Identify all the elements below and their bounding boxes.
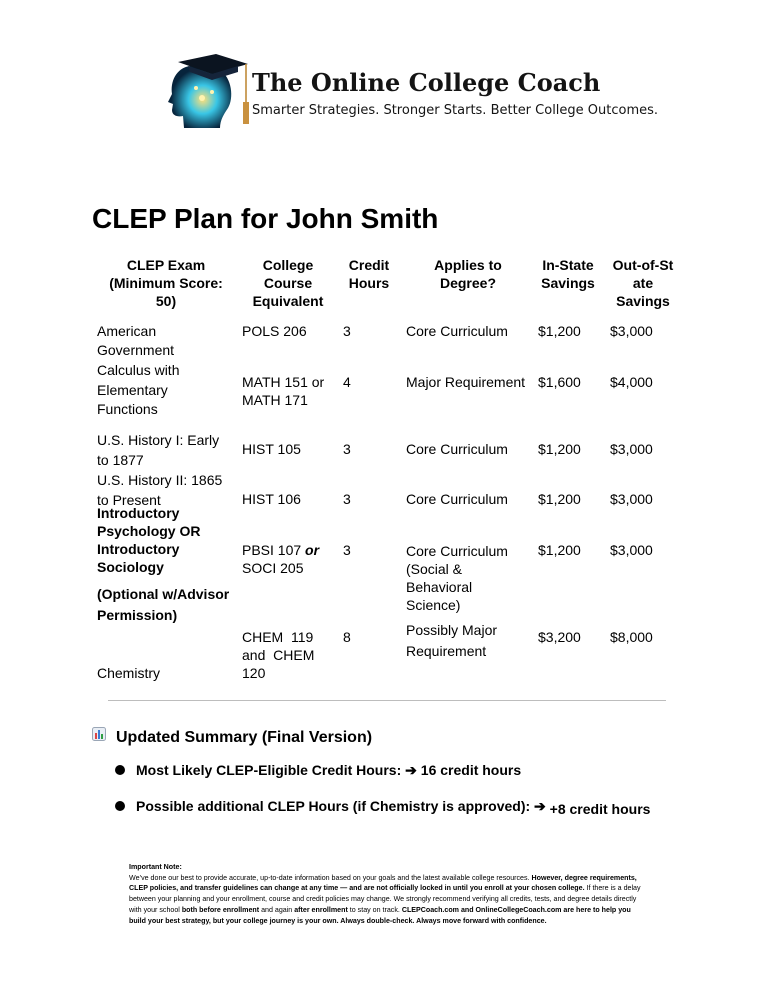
in-state-savings: $1,200 bbox=[538, 491, 581, 507]
in-state-savings: $1,600 bbox=[538, 374, 581, 390]
course-equivalent: CHEM 119 and CHEM 120 bbox=[242, 629, 315, 681]
exam-name: Calculus with Elementary Functions bbox=[97, 362, 180, 417]
credit-hours: 3 bbox=[343, 491, 351, 507]
bullet-icon bbox=[115, 801, 125, 811]
summary-item: Possible additional CLEP Hours (if Chemistry is approved): ➔ +8 credit hours bbox=[136, 798, 651, 817]
out-of-state-savings: $8,000 bbox=[610, 629, 653, 645]
applies-to-degree: Core Curriculum bbox=[406, 491, 508, 507]
bullet-icon bbox=[115, 765, 125, 775]
section-divider bbox=[108, 700, 666, 701]
header-applies-to-degree: Applies to Degree? bbox=[434, 257, 502, 291]
exam-optional-note: (Optional w/Advisor Permission) bbox=[97, 586, 230, 623]
exam-name: Chemistry bbox=[97, 665, 161, 681]
in-state-savings: $1,200 bbox=[538, 542, 581, 558]
header-clep-exam: CLEP Exam (Minimum Score: 50) bbox=[109, 257, 223, 309]
applies-to-degree: Core Curriculum (Social & Behavioral Science) bbox=[406, 543, 508, 613]
header-college-course: College Course Equivalent bbox=[252, 257, 324, 309]
in-state-savings: $3,200 bbox=[538, 629, 581, 645]
header-out-of-state-savings: Out-of-St ate Savings bbox=[612, 257, 674, 309]
exam-name: U.S. History I: Early to 1877 bbox=[97, 432, 220, 468]
brand-title: The Online College Coach bbox=[252, 68, 601, 97]
header-in-state-savings: In-State Savings bbox=[541, 257, 595, 291]
course-equivalent: MATH 151 or MATH 171 bbox=[242, 374, 325, 408]
applies-to-degree: Major Requirement bbox=[406, 374, 526, 390]
course-equivalent: POLS 206 bbox=[242, 323, 307, 339]
exam-name: American Government bbox=[97, 323, 175, 358]
applies-to-degree: Core Curriculum bbox=[406, 441, 508, 457]
out-of-state-savings: $4,000 bbox=[610, 374, 653, 390]
brand-tagline: Smarter Strategies. Stronger Starts. Better College Outcomes. bbox=[252, 103, 659, 118]
bar-chart-icon bbox=[92, 727, 106, 741]
credit-hours: 4 bbox=[343, 374, 351, 390]
important-note-body: We’ve done our best to provide accurate, up-to-date information based on your goals and the latest available college resources. However, degree requirements, CLEP policies, and transfer guidelines can change at any time — and are not officially locked in until you enroll at your chosen college. If there is a delay between your planning and your enrollment, course and credit policies may change. We strongly recommend verifying all credits, tests, and degree details directly with your school both before enrollment and again after enrollment to stay on track. CLEPCoach.com and OnlineCollegeCoach.com are here to help you build your best strategy, but your college journey is your own. Always double-check. Always move forward with confidence. bbox=[129, 873, 641, 925]
credit-hours: 3 bbox=[343, 323, 351, 339]
course-equivalent: PBSI 107 or SOCI 205 bbox=[242, 542, 320, 576]
exam-name: U.S. History II: 1865 to Present bbox=[97, 472, 223, 508]
page-title: CLEP Plan for John Smith bbox=[92, 203, 439, 234]
course-equivalent: HIST 105 bbox=[242, 441, 301, 457]
out-of-state-savings: $3,000 bbox=[610, 323, 653, 339]
in-state-savings: $1,200 bbox=[538, 323, 581, 339]
credit-hours: 8 bbox=[343, 629, 351, 645]
header-credit-hours: Credit Hours bbox=[348, 257, 390, 291]
important-note: Important Note: We’ve done our best to provide accurate, up-to-date information based on your goals and the latest available college resources. However, degree requirements, CLEP policies, and transfer guidelines can change at any time — and are not officially locked in until you enroll at your chosen college. If there is a delay between your planning and your enrollment, course and credit policies may change. We strongly recommend verifying all credits, tests, and degree details directly with your school both before enrollment and again after enrollment to stay on track. CLEPCoach.com and OnlineCollegeCoach.com are here to help you build your best strategy, but your college journey is your own. Always double-check. Always move forward with confidence. bbox=[129, 862, 649, 926]
graduate-head-logo bbox=[158, 52, 250, 132]
exam-name: Introductory Psychology OR Introductory Sociology bbox=[97, 505, 201, 575]
credit-hours: 3 bbox=[343, 441, 351, 457]
summary-title: Updated Summary (Final Version) bbox=[116, 729, 373, 746]
summary-item: Most Likely CLEP-Eligible Credit Hours: ➔ 16 credit hours bbox=[136, 762, 522, 778]
applies-to-degree: Core Curriculum bbox=[406, 323, 508, 339]
out-of-state-savings: $3,000 bbox=[610, 542, 653, 558]
out-of-state-savings: $3,000 bbox=[610, 491, 653, 507]
credit-hours: 3 bbox=[343, 542, 351, 558]
course-equivalent: HIST 106 bbox=[242, 491, 301, 507]
out-of-state-savings: $3,000 bbox=[610, 441, 653, 457]
in-state-savings: $1,200 bbox=[538, 441, 581, 457]
applies-to-degree: Possibly Major Requirement bbox=[406, 622, 498, 659]
